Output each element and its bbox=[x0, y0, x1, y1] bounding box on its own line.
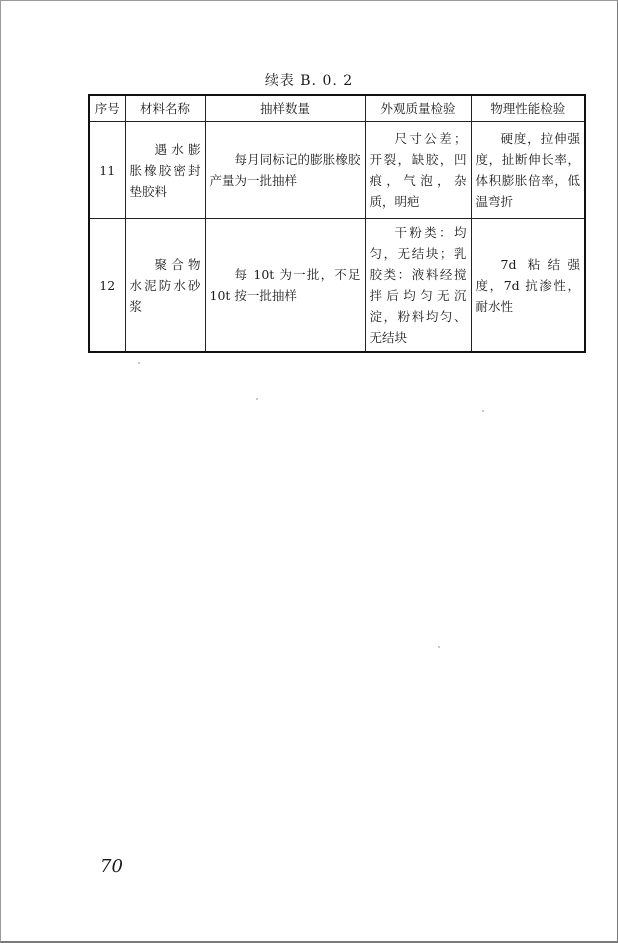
header-appearance-inspection: 外观质量检验 bbox=[365, 95, 471, 122]
cell-material-name: 聚合物水泥防水砂浆 bbox=[125, 219, 205, 353]
scan-speck bbox=[256, 398, 258, 400]
header-material-name: 材料名称 bbox=[125, 95, 205, 122]
cell-serial-no: 11 bbox=[89, 122, 125, 219]
cell-appearance-inspection: 干粉类：均匀，无结块；乳胶类：液料经搅拌后均匀无沉淀，粉料均匀、无结块 bbox=[365, 219, 471, 353]
header-serial-no: 序号 bbox=[89, 95, 125, 122]
table-header-row bbox=[89, 95, 585, 122]
table-row bbox=[89, 122, 585, 219]
material-inspection-table bbox=[88, 94, 586, 353]
cell-physical-inspection: 7d 粘结强度，7d 抗渗性，耐水性 bbox=[471, 219, 585, 353]
cell-sampling-quantity: 每 10t 为一批，不足 10t 按一批抽样 bbox=[205, 219, 365, 353]
table-row bbox=[89, 219, 585, 353]
cell-appearance-inspection: 尺寸公差；开裂，缺胶，凹痕，气泡，杂质，明疤 bbox=[365, 122, 471, 219]
scan-speck bbox=[138, 362, 140, 364]
header-sampling-quantity: 抽样数量 bbox=[205, 95, 365, 122]
cell-sampling-quantity: 每月同标记的膨胀橡胶产量为一批抽样 bbox=[205, 122, 365, 219]
table-caption: 续表 B. 0. 2 bbox=[264, 73, 354, 89]
header-physical-inspection: 物理性能检验 bbox=[471, 95, 585, 122]
cell-serial-no: 12 bbox=[89, 219, 125, 353]
cell-material-name: 遇水膨胀橡胶密封垫胶料 bbox=[125, 122, 205, 219]
page-number: 70 bbox=[100, 856, 123, 877]
scan-speck bbox=[482, 410, 484, 412]
cell-physical-inspection: 硬度，拉伸强度，扯断伸长率，体积膨胀倍率，低温弯折 bbox=[471, 122, 585, 219]
scan-speck bbox=[438, 646, 440, 648]
